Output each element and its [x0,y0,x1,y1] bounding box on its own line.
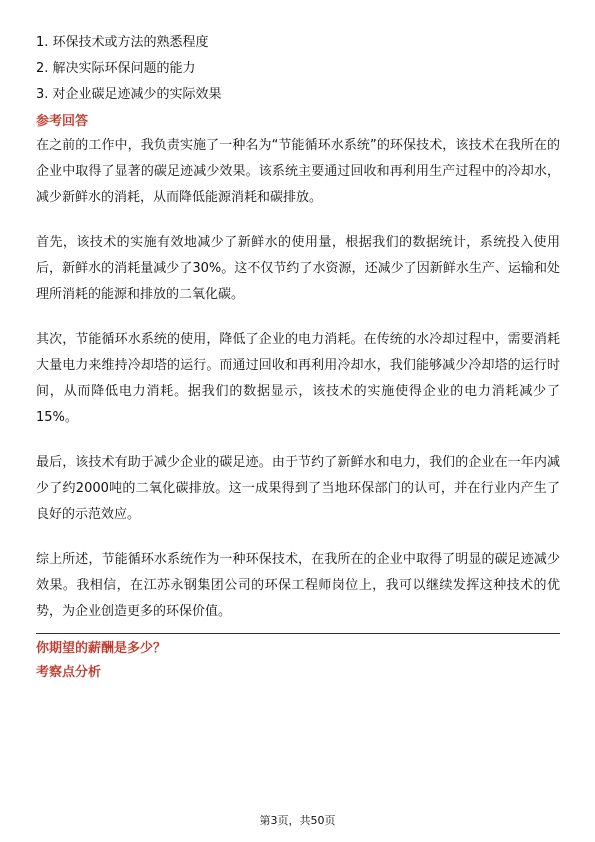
answer-paragraph: 其次，节能循环水系统的使用，降低了企业的电力消耗。在传统的水冷却过程中，需要消耗大量电力来维持冷却塔的运行。而通过回收和再利用冷却水，我们能够减少冷却塔的运行时间，从而降低电力消耗。据我们的数据显示，该技术的实施使得企业的电力消耗减少了15%。 [36,332,560,425]
reference-answer-title: 参考回答 [36,114,89,129]
answer-paragraph: 首先，该技术的实施有效地减少了新鲜水的使用量，根据我们的数据统计，系统投入使用后，新鲜水的消耗量减少了30%。这不仅节约了水资源，还减少了因新鲜水生产、运输和处理所消耗的能源和排放的二氧化碳。 [36,235,560,302]
page-footer: 第3页，共50页 [259,814,336,827]
answer-paragraph: 最后，该技术有助于减少企业的碳足迹。由于节约了新鲜水和电力，我们的企业在一年内减少了约2000吨的二氧化碳排放。这一成果得到了当地环保部门的认可，并在行业内产生了良好的示范效应。 [36,455,560,522]
section-divider [36,633,560,634]
reference-answer-body [36,133,560,625]
next-question-title: 你期望的薪酬是多少？ [36,641,167,656]
criteria-item: 2. 解决实际环保问题的能力 [36,61,196,76]
document-page [36,30,560,684]
answer-paragraph: 在之前的工作中，我负责实施了一种名为“节能循环水系统”的环保技术，该技术在我所在的企业中取得了显著的碳足迹减少效果。该系统主要通过回收和再利用生产过程中的冷却水，减少新鲜水的消耗，从而降低能源消耗和碳排放。 [36,138,560,205]
criteria-item: 1. 环保技术或方法的熟悉程度 [36,35,209,50]
analysis-title: 考察点分析 [36,665,102,680]
criteria-list [36,30,560,108]
answer-paragraph: 综上所述，节能循环水系统作为一种环保技术，在我所在的企业中取得了明显的碳足迹减少效果。我相信，在江苏永钢集团公司的环保工程师岗位上，我可以继续发挥这种技术的优势，为企业创造更多的环保价值。 [36,552,560,619]
criteria-item: 3. 对企业碳足迹减少的实际效果 [36,87,222,102]
